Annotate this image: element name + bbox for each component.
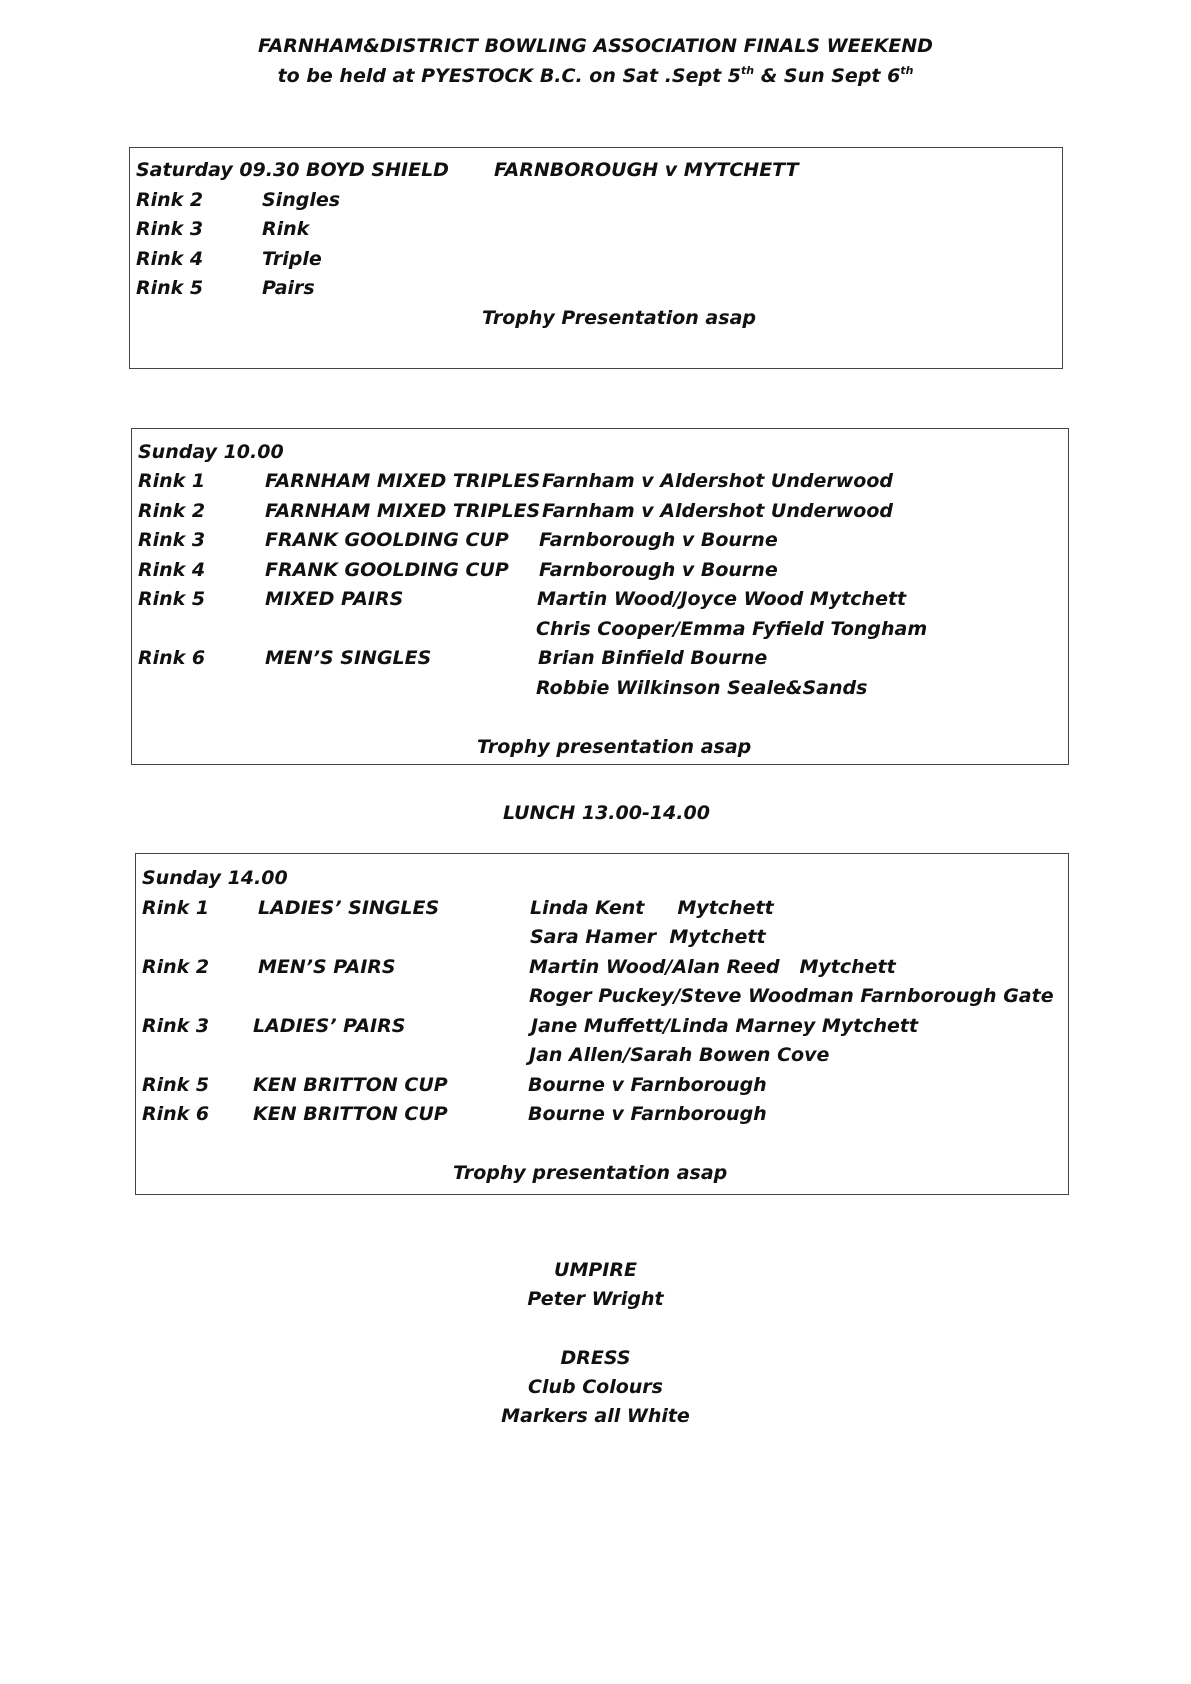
saturday-match: FARNBOROUGH v MYTCHETT xyxy=(494,159,799,181)
sat-row-4-event: Pairs xyxy=(262,277,315,299)
subtitle-text-1: to be held at PYESTOCK B.C. on Sat .Sept 5 xyxy=(277,65,741,87)
sun1-row-7-event: MEN’S SINGLES xyxy=(265,647,432,669)
superscript-2: th xyxy=(900,64,914,77)
sunday-morning-trophy-note: Trophy presentation asap xyxy=(477,736,752,758)
sun2-row-3-detail: Martin Wood/Alan Reed Mytchett xyxy=(529,956,896,978)
saturday-trophy-note: Trophy Presentation asap xyxy=(482,307,756,329)
sunday-afternoon-heading: Sunday 14.00 xyxy=(142,867,288,889)
document-title: FARNHAM&DISTRICT BOWLING ASSOCIATION FINALS WEEKEND xyxy=(258,35,933,57)
sat-row-1-event: Singles xyxy=(262,189,341,211)
lunch-break: LUNCH 13.00-14.00 xyxy=(503,802,710,824)
sun1-row-3-rink: Rink 3 xyxy=(138,529,206,551)
sun1-row-2-detail: Farnham v Aldershot Underwood xyxy=(542,500,894,522)
dress-line-1: Club Colours xyxy=(528,1376,663,1398)
sun2-row-7-detail: Bourne v Farnborough xyxy=(528,1074,767,1096)
sun1-row-4-rink: Rink 4 xyxy=(138,559,206,581)
sunday-afternoon-trophy-note: Trophy presentation asap xyxy=(453,1162,728,1184)
sun1-row-5-rink: Rink 5 xyxy=(138,588,206,610)
sat-row-2-rink: Rink 3 xyxy=(136,218,204,240)
sun1-row-7-detail: Brian Binfield Bourne xyxy=(538,647,768,669)
sun1-row-2-rink: Rink 2 xyxy=(138,500,206,522)
sat-row-4-rink: Rink 5 xyxy=(136,277,204,299)
document-subtitle xyxy=(0,61,1191,91)
sun2-row-1-event: LADIES’ SINGLES xyxy=(258,897,440,919)
sun2-row-5-rink: Rink 3 xyxy=(142,1015,210,1037)
superscript-1: th xyxy=(741,64,755,77)
sun1-row-1-rink: Rink 1 xyxy=(138,470,206,492)
sun1-row-8-detail: Robbie Wilkinson Seale&Sands xyxy=(536,677,868,699)
sun1-row-2-event: FARNHAM MIXED TRIPLES xyxy=(265,500,541,522)
sun2-row-3-rink: Rink 2 xyxy=(142,956,210,978)
sun2-row-7-rink: Rink 5 xyxy=(142,1074,210,1096)
sun2-row-5-event: LADIES’ PAIRS xyxy=(253,1015,406,1037)
sun2-row-7-event: KEN BRITTON CUP xyxy=(253,1074,448,1096)
sun1-row-7-rink: Rink 6 xyxy=(138,647,206,669)
sun2-row-4-detail: Roger Puckey/Steve Woodman Farnborough Gate xyxy=(529,985,1054,1007)
sun2-row-8-detail: Bourne v Farnborough xyxy=(528,1103,767,1125)
sun1-row-3-event: FRANK GOOLDING CUP xyxy=(265,529,509,551)
sat-row-3-rink: Rink 4 xyxy=(136,248,204,270)
saturday-heading: Saturday 09.30 BOYD SHIELD xyxy=(136,159,449,181)
sun1-row-6-detail: Chris Cooper/Emma Fyfield Tongham xyxy=(536,618,928,640)
sat-row-3-event: Triple xyxy=(262,248,322,270)
sun1-row-1-detail: Farnham v Aldershot Underwood xyxy=(542,470,894,492)
sat-row-2-event: Rink xyxy=(262,218,310,240)
dress-line-2: Markers all White xyxy=(501,1405,690,1427)
umpire-name: Peter Wright xyxy=(527,1288,664,1310)
sun1-row-4-detail: Farnborough v Bourne xyxy=(539,559,778,581)
dress-label: DRESS xyxy=(560,1347,631,1369)
sun1-row-1-event: FARNHAM MIXED TRIPLES xyxy=(265,470,541,492)
sunday-morning-heading: Sunday 10.00 xyxy=(138,441,284,463)
sun2-row-5-detail: Jane Muffett/Linda Marney Mytchett xyxy=(531,1015,919,1037)
sat-row-1-rink: Rink 2 xyxy=(136,189,204,211)
sun1-row-3-detail: Farnborough v Bourne xyxy=(539,529,778,551)
sun2-row-1-rink: Rink 1 xyxy=(142,897,210,919)
sun1-row-4-event: FRANK GOOLDING CUP xyxy=(265,559,509,581)
subtitle-text-2: & Sun Sept 6 xyxy=(754,65,901,87)
sun1-row-5-detail: Martin Wood/Joyce Wood Mytchett xyxy=(537,588,907,610)
sun2-row-6-detail: Jan Allen/Sarah Bowen Cove xyxy=(529,1044,830,1066)
sun2-row-8-event: KEN BRITTON CUP xyxy=(253,1103,448,1125)
sun1-row-5-event: MIXED PAIRS xyxy=(265,588,404,610)
sun2-row-2-detail: Sara Hamer Mytchett xyxy=(530,926,766,948)
sun2-row-3-event: MEN’S PAIRS xyxy=(258,956,396,978)
sun2-row-1-detail: Linda Kent Mytchett xyxy=(530,897,774,919)
sun2-row-8-rink: Rink 6 xyxy=(142,1103,210,1125)
umpire-label: UMPIRE xyxy=(554,1259,637,1281)
